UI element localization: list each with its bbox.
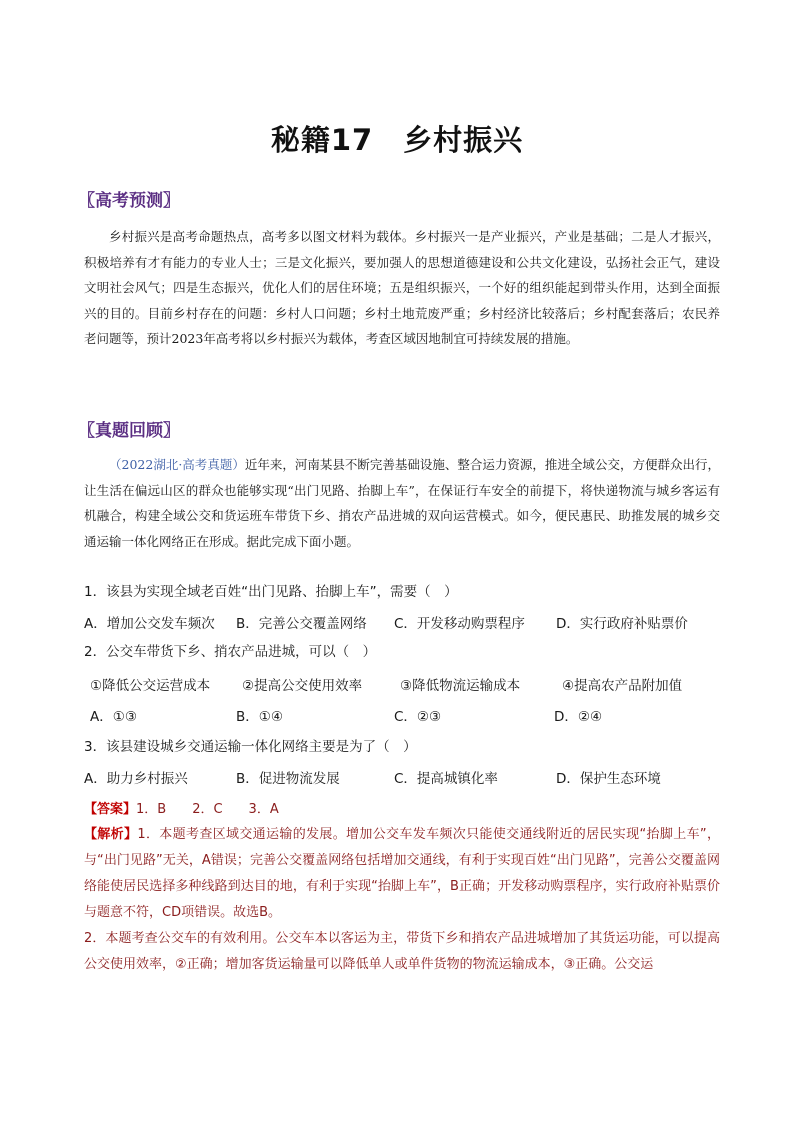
q2-item-1: ①降低公交运营成本 — [90, 678, 211, 694]
review-paragraph — [84, 452, 720, 554]
analysis-paragraph-2: 2．本题考查公交车的有效利用。公交车本以客运为主，带货下乡和捎农产品进城增加了其货运功能，可以提高公交使用效率，②正确；增加客货运输量可以降低单人或单件货物的物流运输成本，③正确。公交运 — [84, 931, 720, 972]
question-source: （2022湖北·高考真题） — [109, 457, 245, 472]
question-3-stem: 3．该县建设城乡交通运输一体化网络主要是为了（ ） — [84, 739, 417, 755]
q3-option-b[interactable]: B．促进物流发展 — [236, 771, 340, 787]
analysis-text-1: 1．本题考查区域交通运输的发展。增加公交车发车频次只能使交通线附近的居民实现“抬脚上车”，与“出门见路”无关，A错误；完善公交覆盖网络包括增加交通线，有利于实现百姓“出门见路”，完善公交覆盖网络能使居民选择多种线路到达目的地，有利于实现“抬脚上车”，B正确；开发移动购票程序，实行政府补贴票价与题意不符，CD项错误。故选B。 — [84, 827, 720, 920]
answer-line — [84, 798, 279, 817]
q2-item-2: ②提高公交使用效率 — [242, 678, 363, 694]
prediction-paragraph: 乡村振兴是高考命题热点，高考多以图文材料为载体。乡村振兴一是产业振兴，产业是基础；二是人才振兴，积极培养有才有能力的专业人士；三是文化振兴，要加强人的思想道德建设和公共文化建设，弘扬社会正气，建设文明社会风气；四是生态振兴，优化人们的居住环境；五是组织振兴，一个好的组织能起到带头作用，达到全面振兴的目的。目前乡村存在的问题：乡村人口问题；乡村土地荒废严重；乡村经济比较落后；乡村配套落后；农民养老问题等，预计2023年高考将以乡村振兴为载体，考查区域因地制宜可持续发展的措施。 — [84, 229, 720, 346]
q1-option-a[interactable]: A．增加公交发车频次 — [84, 616, 215, 632]
section-heading-prediction: 〖高考预测〗 — [78, 191, 180, 211]
analysis-label: 【解析】 — [84, 827, 138, 842]
q1-option-b[interactable]: B．完善公交覆盖网络 — [236, 616, 367, 632]
q1-option-c[interactable]: C．开发移动购票程序 — [394, 616, 525, 632]
question-3-options — [84, 767, 724, 787]
page-title: 秘籍17 乡村振兴 — [270, 123, 524, 157]
question-1-options — [84, 612, 724, 632]
question-2-stem: 2．公交车带货下乡、捎农产品进城，可以（ ） — [84, 644, 377, 660]
answer-value: 1．B 2．C 3．A — [136, 802, 279, 817]
question-2-options — [90, 705, 730, 725]
question-2-items — [90, 674, 730, 694]
q3-option-d[interactable]: D．保护生态环境 — [556, 771, 661, 787]
q2-item-4: ④提高农产品附加值 — [562, 678, 683, 694]
q2-option-b[interactable]: B．①④ — [236, 709, 283, 725]
section-heading-review: 〖真题回顾〗 — [78, 421, 180, 441]
q3-option-c[interactable]: C．提高城镇化率 — [394, 771, 498, 787]
analysis-paragraph-1 — [84, 822, 720, 926]
q2-option-d[interactable]: D．②④ — [554, 709, 603, 725]
q2-item-3: ③降低物流运输成本 — [400, 678, 521, 694]
q2-option-a[interactable]: A．①③ — [90, 709, 137, 725]
question-1-stem: 1．该县为实现全域老百姓“出门见路、抬脚上车”，需要（ ） — [84, 584, 458, 600]
q3-option-a[interactable]: A．助力乡村振兴 — [84, 771, 188, 787]
answer-label: 【答案】 — [84, 802, 137, 817]
q2-option-c[interactable]: C．②③ — [394, 709, 442, 725]
q1-option-d[interactable]: D．实行政府补贴票价 — [556, 616, 688, 632]
review-text: 近年来，河南某县不断完善基础设施、整合运力资源，推进全域公交，方便群众出行，让生活在偏远山区的群众也能够实现“出门见路、抬脚上车”，在保证行车安全的前提下，将快递物流与城乡客运有机融合，构建全域公交和货运班车带货下乡、捎农产品进城的双向运营模式。如今，便民惠民、助推发展的城乡交通运输一体化网络正在形成。据此完成下面小题。 — [84, 457, 720, 549]
